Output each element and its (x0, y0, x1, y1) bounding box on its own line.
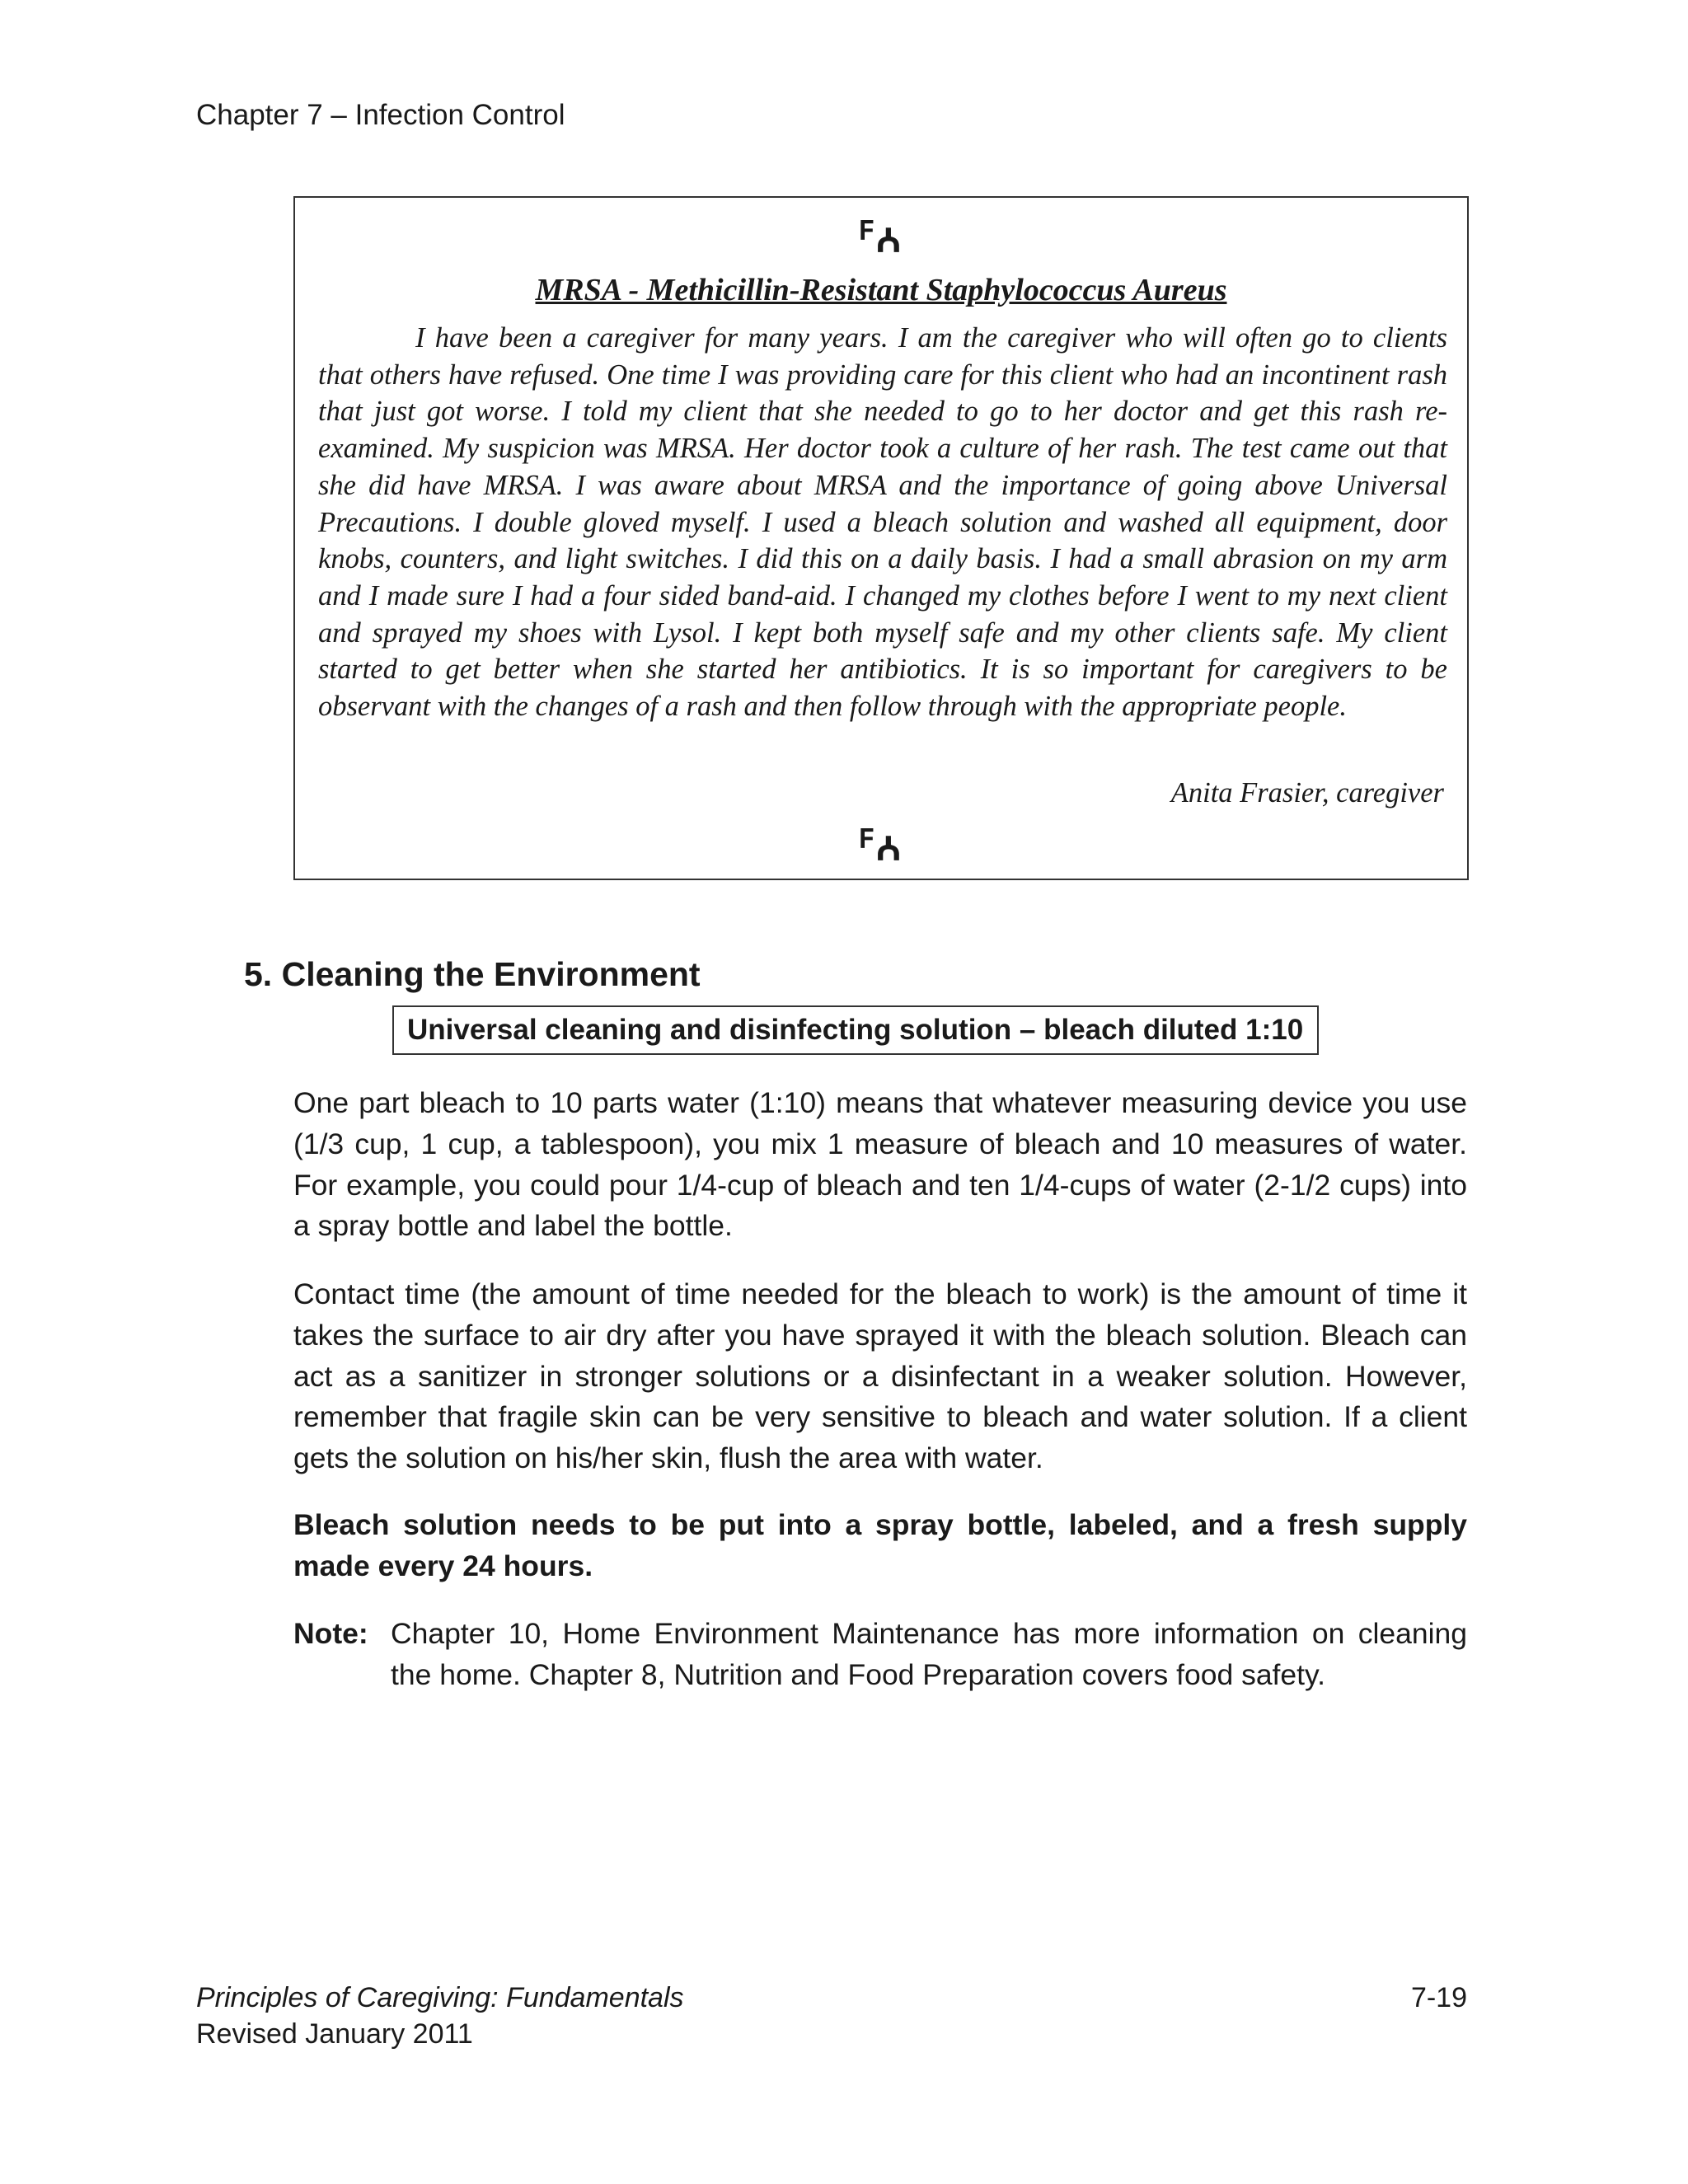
story-title: MRSA - Methicillin-Resistant Staphylococcus Aureus (535, 273, 1227, 307)
paragraph-bleach-ratio: One part bleach to 10 parts water (1:10) means that whatever measuring device you use (1/3 cup, 1 cup, a tablespoon), you mix 1 measure of bleach and 10 measures of water. For example, you could pour 1/4-cup of bleach and ten 1/4-cups of water (2-1/2 cups) into a spray bottle and label the bottle. (293, 1086, 1467, 1243)
solution-callout: Universal cleaning and disinfecting solution – bleach diluted 1:10 (392, 1005, 1319, 1055)
note-text: Chapter 10, Home Environment Maintenance has more information on cleaning the home. Chapter 8, Nutrition and Food Preparation covers food safety. (391, 1617, 1467, 1691)
ornament-top-icon: ꟳꭅ (858, 212, 904, 262)
footer-page-number: 7-19 (1410, 1982, 1467, 2013)
footer-revised-date: Revised January 2011 (196, 2018, 473, 2050)
section-heading: 5. Cleaning the Environment (244, 955, 701, 993)
ornament-bottom-icon: ꟳꭅ (858, 820, 904, 870)
story-body: I have been a caregiver for many years. I am the caregiver who will often go to clients that others have refused. One time I was providing care for this client who had an incontinent rash that just got worse. I told my client that she needed to go to her doctor and get this rash re-examined. My suspicion was MRSA. Her doctor took a culture of her rash. The test came out that she did have MRSA. I was aware about MRSA and the importance of going above Universal Precautions. I double gloved myself. I used a bleach solution and washed all equipment, door knobs, counters, and light switches. I did this on a daily basis. I had a small abrasion on my arm and I made sure I had a four sided band-aid. I changed my clothes before I went to my next client and sprayed my shoes with Lysol. I kept both myself safe and my other clients safe. My client started to get better when she started her antibiotics. It is so important for caregivers to be observant with the changes of a rash and then follow through with the appropriate people. (318, 322, 1447, 723)
chapter-header: Chapter 7 – Infection Control (196, 99, 565, 131)
story-author: Anita Frasier, caregiver (1170, 777, 1444, 808)
footer-book-title: Principles of Caregiving: Fundamentals (196, 1982, 684, 2013)
paragraph-contact-time: Contact time (the amount of time needed for the bleach to work) is the amount of time it takes the surface to air dry after you have sprayed it with the bleach solution. Bleach can act as a sanitizer in stronger solutions or a disinfectant in a weaker solution. However, remember that fragile skin can be very sensitive to bleach and water solution. If a client gets the solution on his/her skin, flush the area with water. (293, 1277, 1467, 1475)
paragraph-spray-bottle: Bleach solution needs to be put into a spray bottle, labeled, and a fresh supply made every 24 hours. (293, 1508, 1467, 1582)
note-label: Note: (293, 1617, 368, 1650)
caregiver-story-box (293, 196, 1469, 880)
